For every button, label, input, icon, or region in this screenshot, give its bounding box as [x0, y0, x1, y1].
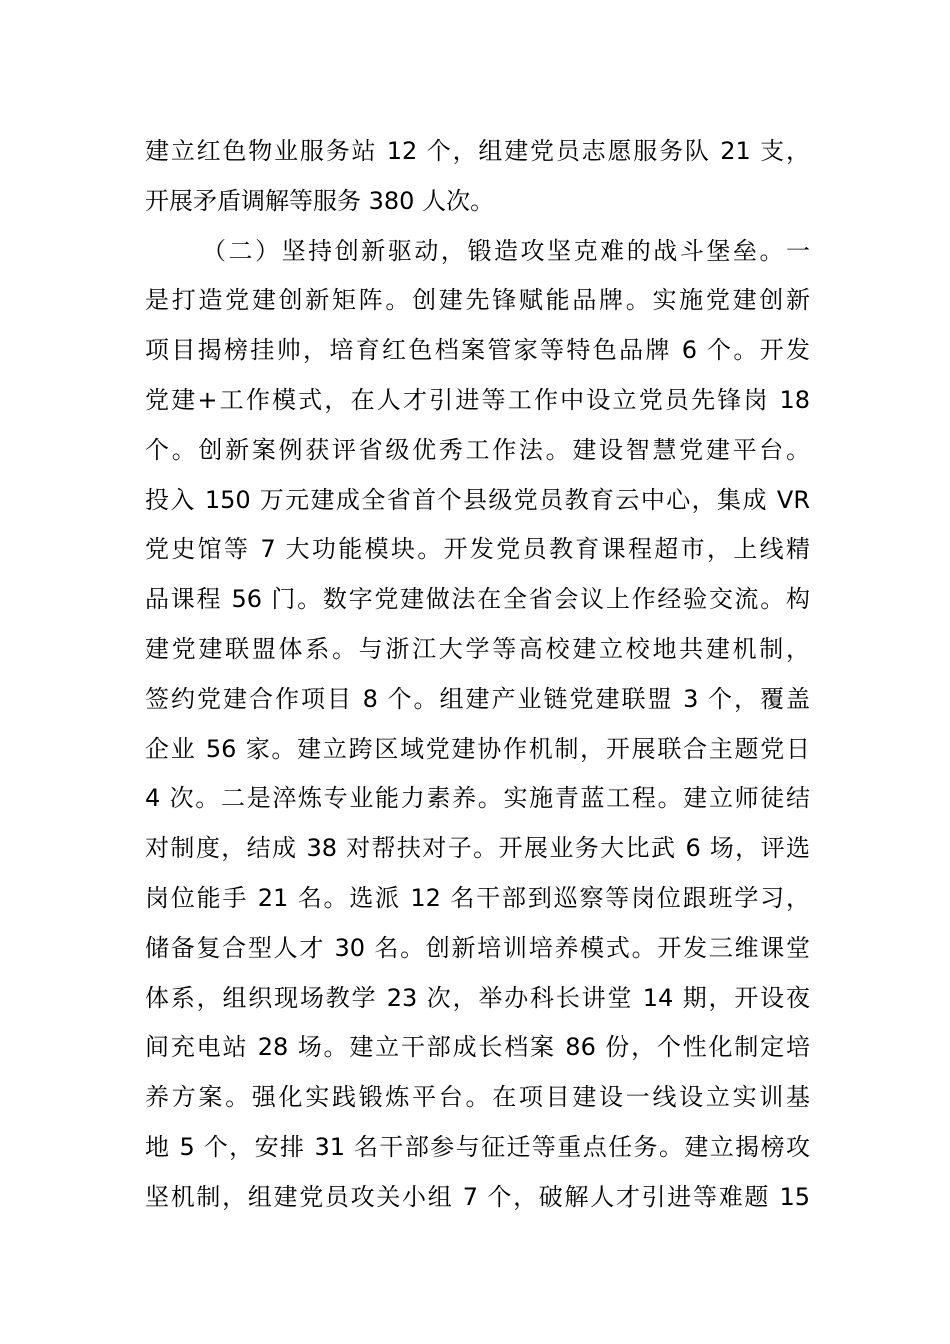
- text-line: 地 5 个，安排 31 名干部参与征迁等重点任务。建立揭榜攻: [145, 1132, 810, 1161]
- text-line: 党史馆等 7 大功能模块。开发党员教育课程超市，上线精: [145, 535, 810, 564]
- text-line: 体系，组织现场教学 23 次，举办科长讲堂 14 期，开设夜: [145, 983, 810, 1012]
- text-line: 建立红色物业服务站 12 个，组建党员志愿服务队 21 支，: [145, 137, 810, 165]
- text-line: 项目揭榜挂帅，培育红色档案管家等特色品牌 6 个。开发: [145, 336, 810, 365]
- text-line: 党建+工作模式，在人才引进等工作中设立党员先锋岗 18: [145, 385, 810, 414]
- text-line: 养方案。强化实践锻炼平台。在项目建设一线设立实训基: [145, 1083, 810, 1112]
- text-line: 坚机制，组建党员攻关小组 7 个，破解人才引进等难题 15: [145, 1182, 810, 1211]
- text-line: 间充电站 28 场。建立干部成长档案 86 份，个性化制定培: [145, 1033, 810, 1062]
- text-line: 储备复合型人才 30 名。创新培训培养模式。开发三维课堂: [145, 933, 810, 962]
- text-line: 对制度，结成 38 对帮扶对子。开展业务大比武 6 场，评选: [145, 834, 810, 863]
- text-line: 开展矛盾调解等服务 380 人次。: [145, 186, 495, 215]
- body-text: [145, 127, 810, 1223]
- text-line: 签约党建合作项目 8 个。组建产业链党建联盟 3 个，覆盖: [145, 684, 810, 713]
- text-line: 4 次。二是淬炼专业能力素养。实施青蓝工程。建立师徒结: [145, 784, 810, 813]
- text-line: 投入 150 万元建成全省首个县级党员教育云中心，集成 VR: [145, 485, 810, 514]
- text-line: 企业 56 家。建立跨区域党建协作机制，开展联合主题党日: [145, 734, 810, 763]
- text-line: （二）坚持创新驱动，锻造攻坚克难的战斗堡垒。一: [202, 236, 810, 265]
- text-line: 个。创新案例获评省级优秀工作法。建设智慧党建平台。: [145, 435, 810, 464]
- text-line: 建党建联盟体系。与浙江大学等高校建立校地共建机制，: [145, 634, 810, 663]
- text-line: 是打造党建创新矩阵。创建先锋赋能品牌。实施党建创新: [145, 286, 810, 315]
- text-line: 岗位能手 21 名。选派 12 名干部到巡察等岗位跟班学习，: [145, 883, 810, 912]
- text-line: 品课程 56 门。数字党建做法在全省会议上作经验交流。构: [145, 585, 810, 614]
